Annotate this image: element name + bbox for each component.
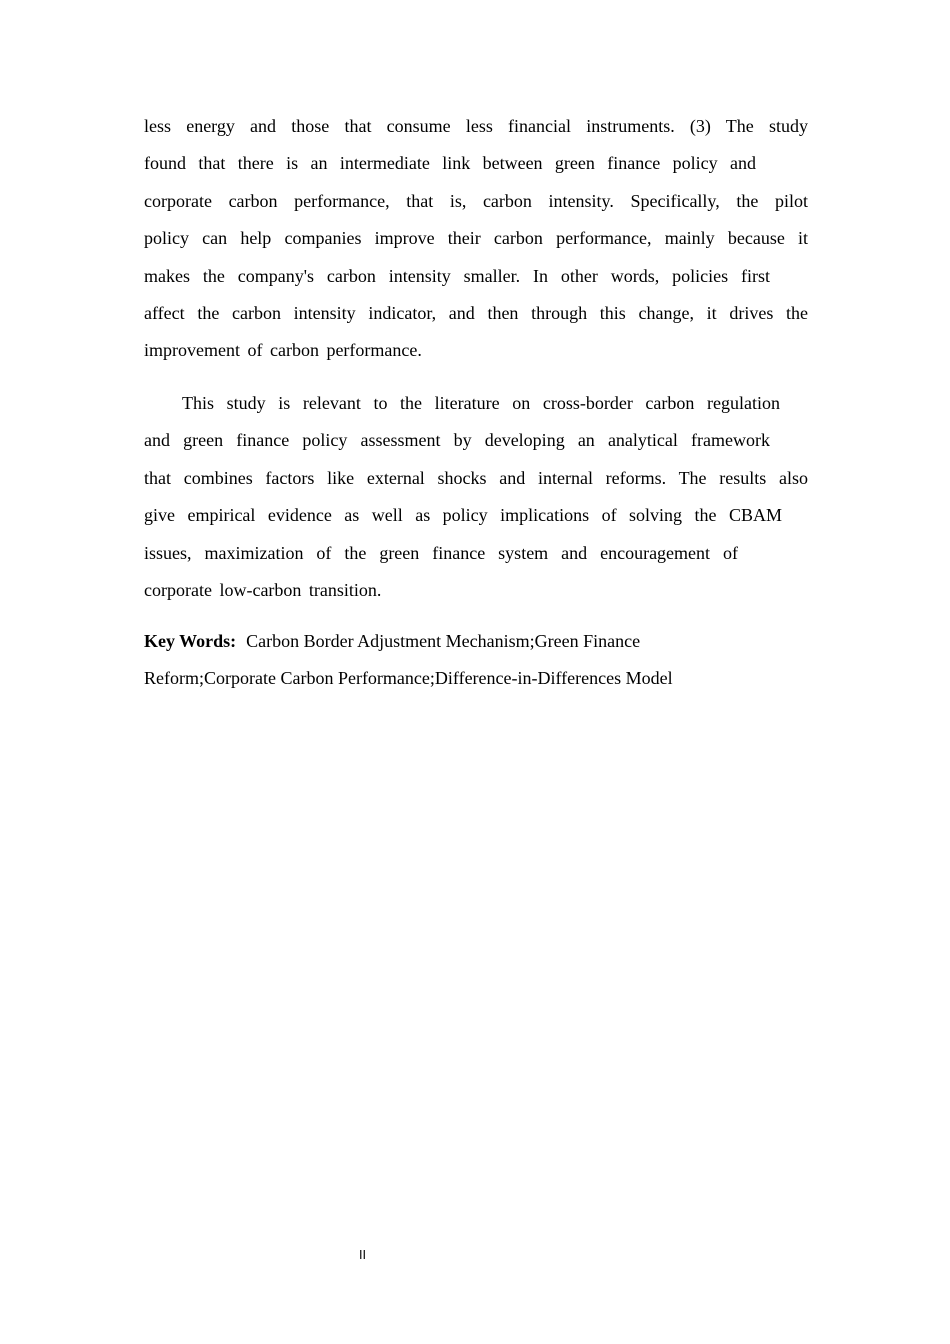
paragraph-line: found that there is an intermediate link between green finance policy and — [144, 153, 756, 174]
keywords-line — [144, 623, 808, 660]
paragraph-line: give empirical evidence as well as policy implications of solving the CBAM — [144, 505, 782, 526]
paragraph-line: corporate carbon performance, that is, carbon intensity. Specifically, the pilot — [144, 190, 808, 211]
page-number: II — [359, 1248, 367, 1262]
paragraph-line: less energy and those that consume less financial instruments. (3) The study — [144, 116, 808, 136]
paragraph-line: This study is relevant to the literature on cross-border carbon regulation — [182, 393, 780, 413]
keywords-line: Reform;Corporate Carbon Performance;Difference-in-Differences Model — [144, 668, 673, 689]
paragraph-line: that combines factors like external shocks and internal reforms. The results also — [144, 467, 808, 488]
paragraph-line: improvement of carbon performance. — [144, 340, 422, 361]
paragraph-line: affect the carbon intensity indicator, and then through this change, it drives the — [144, 302, 808, 323]
paragraph-line: and green finance policy assessment by developing an analytical framework — [144, 430, 770, 451]
paragraph-1 — [144, 108, 808, 370]
paragraph-line: corporate low-carbon transition. — [144, 579, 382, 600]
paragraph-line: issues, maximization of the green finance system and encouragement of — [144, 542, 738, 563]
keywords-text: Carbon Border Adjustment Mechanism;Green Finance — [246, 631, 641, 651]
paragraph-line: makes the company's carbon intensity smaller. In other words, policies first — [144, 265, 770, 286]
keywords-section — [144, 623, 808, 698]
paragraph-line: policy can help companies improve their carbon performance, mainly because it — [144, 228, 808, 249]
paragraph-2 — [144, 385, 808, 609]
keywords-label: Key Words: — [144, 631, 237, 651]
